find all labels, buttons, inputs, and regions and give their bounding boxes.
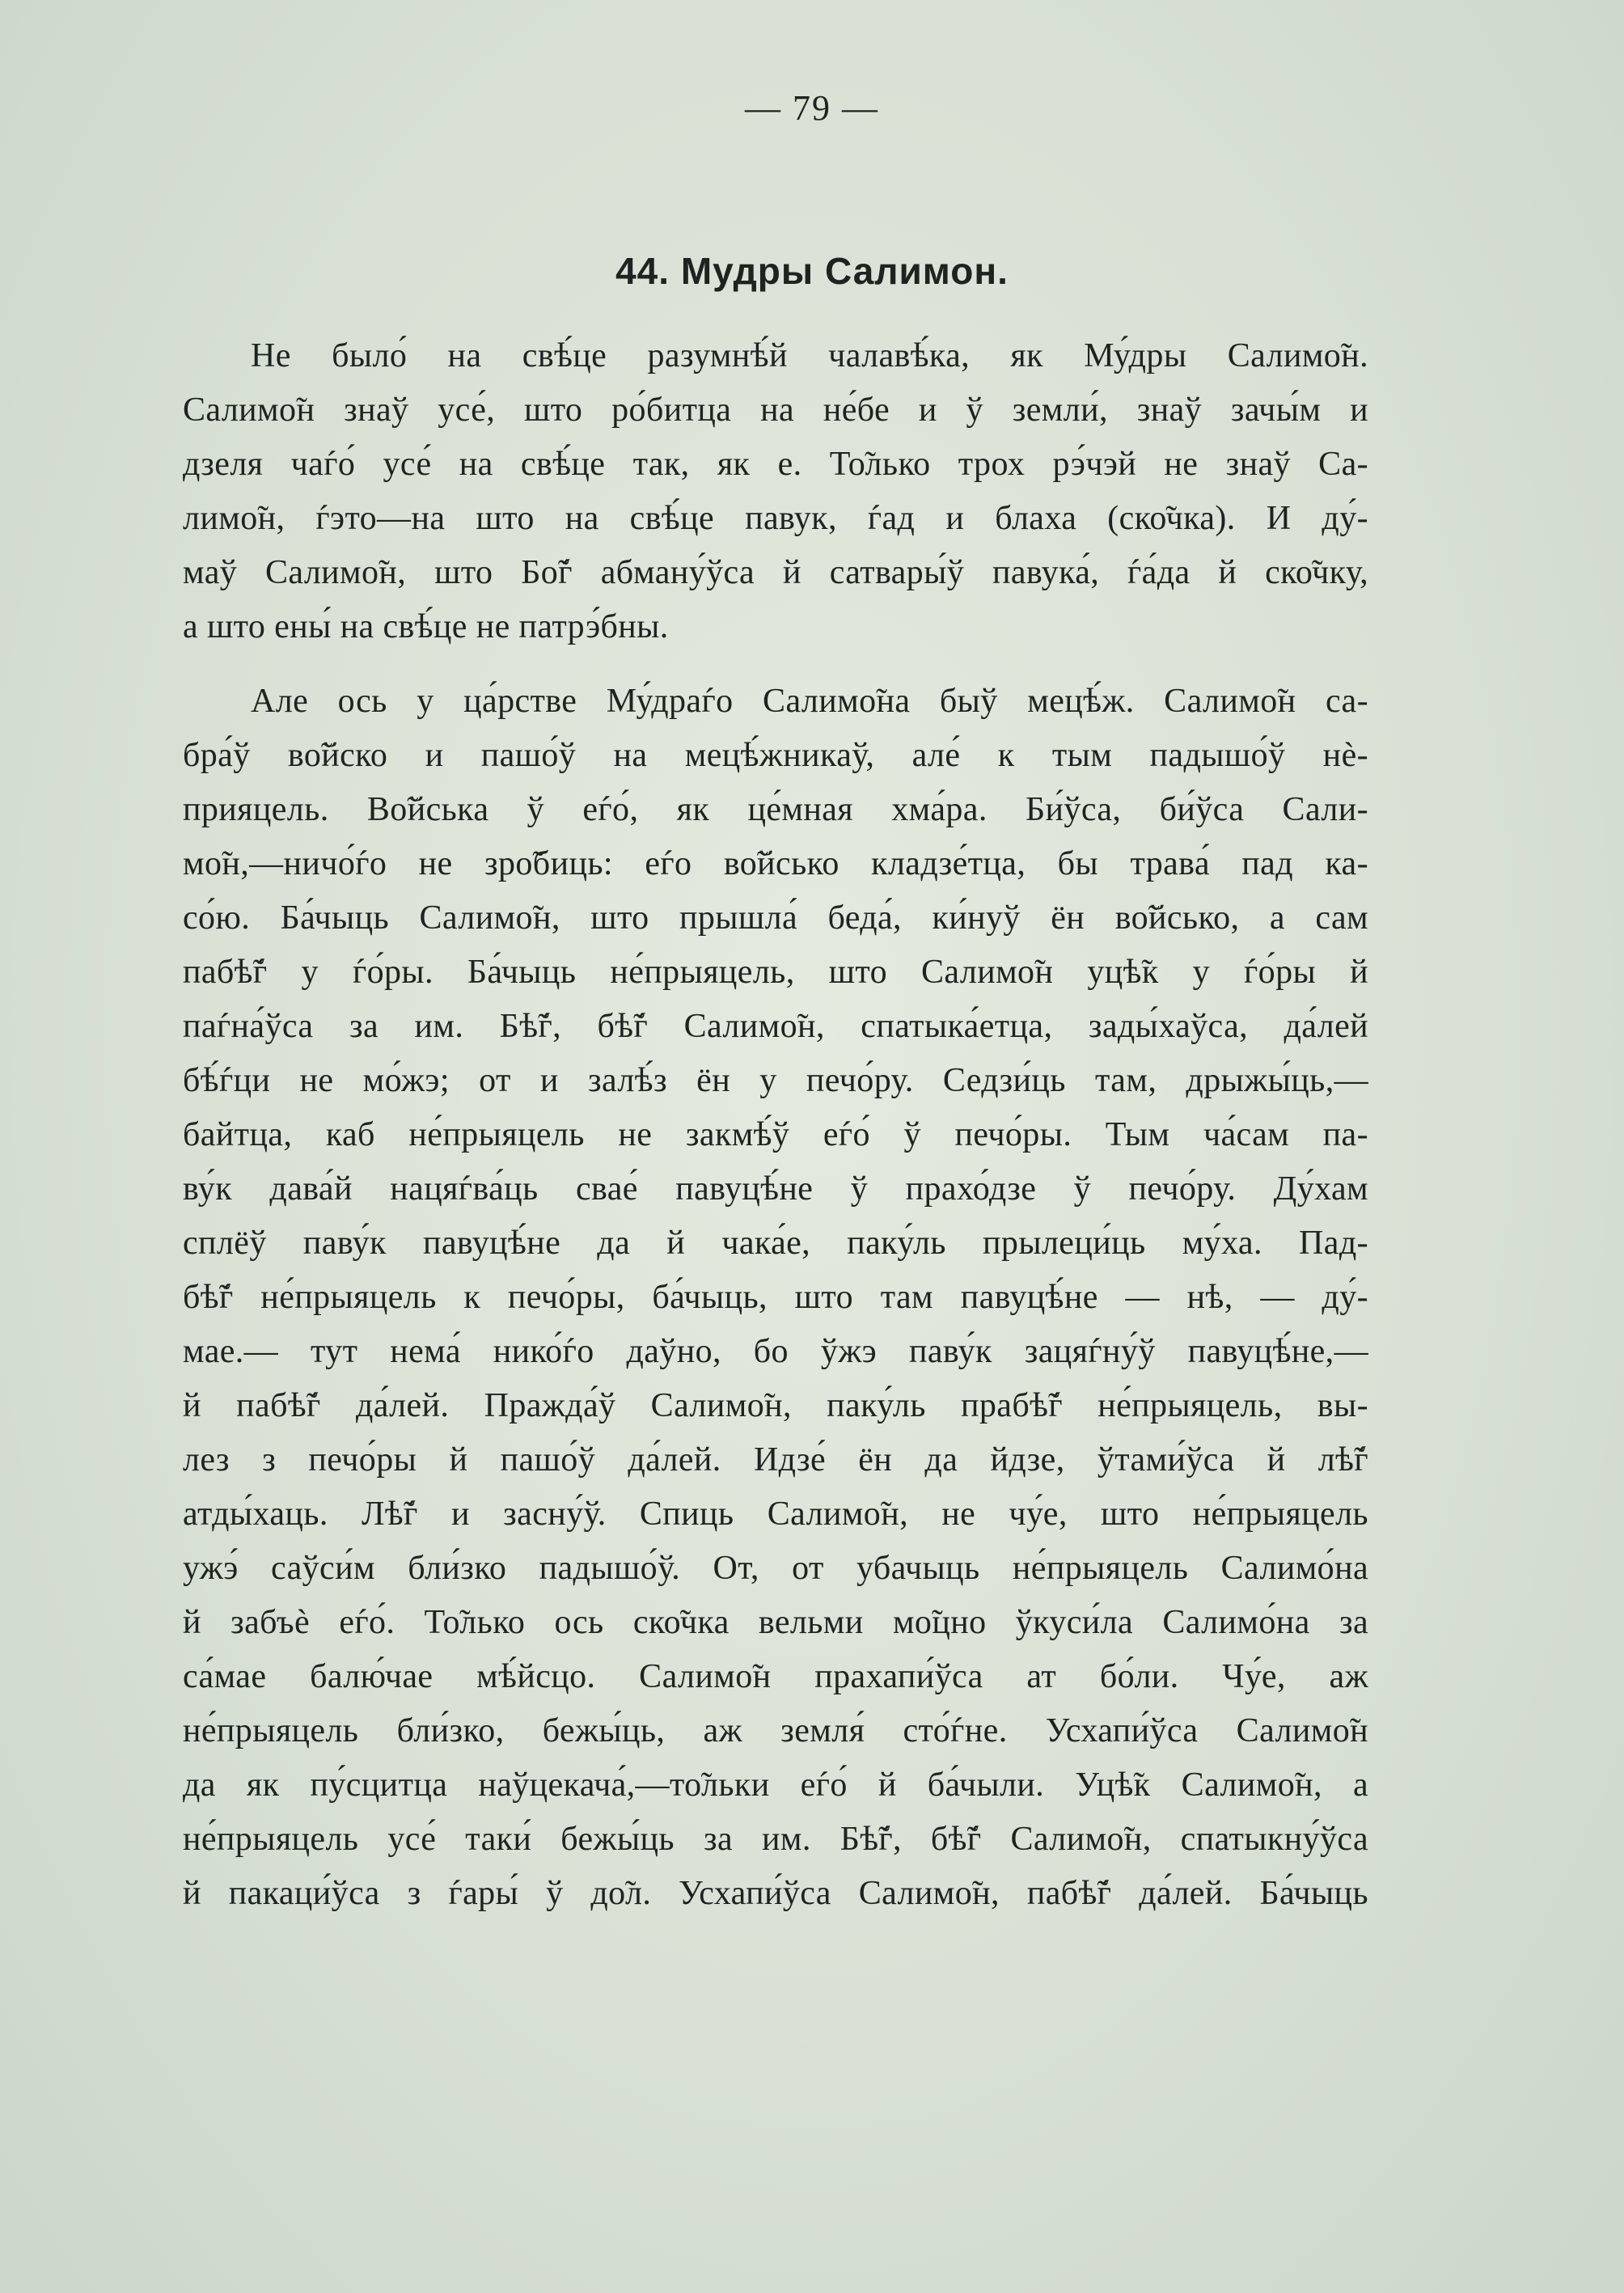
text-line: ужэ́ саўси́м бли́зко падышо́ў. От, от убачыць не́прыяцель Салимо́на — [183, 1550, 1368, 1587]
text-line: мо̃н,—ничо́ѓо не зро̃биць: еѓо во̃йсько кладзе́тца, бы трава́ пад ка- — [183, 845, 1368, 882]
text-line: маў Салимо̃н, што Бо̃ѓ абману́ўса й сатвары́ў павука́, ѓа́да й ско̃чку, — [183, 554, 1368, 591]
text-line: сплёў паву́к павуцѣ́не да й чака́е, паку́ль прылеци́ць му́ха. Пад- — [183, 1225, 1368, 1262]
text-line: со́ю. Ба́чыць Салимо̃н, што прышла́ беда́, ки́нуў ён во̃йсько, а сам — [183, 899, 1368, 937]
text-line: й забъѐ еѓо́. То̃лько ось ско̃чка вельми мо̃цно ўкуси́ла Салимо́на за — [183, 1604, 1368, 1641]
text-line: бѣ́ѓци не мо́жэ; от и залѣ́з ён у печо́ру. Седзи́ць там, дрыжы́ць,— — [183, 1062, 1368, 1099]
text-line: байтца, каб не́прыяцель не закмѣ́ў еѓо́ ў печо́ры. Тым ча́сам па- — [183, 1116, 1368, 1153]
text-line: паѓна́ўса за им. Бѣ̃ѓ, бѣ̃ѓ Салимо̃н, спатыка́етца, зады́хаўса, да́лей — [183, 1008, 1368, 1045]
paragraph-2 — [183, 675, 1368, 1921]
text-line: бра́ў во̃йско и пашо́ў на мецѣ́жникаў, але́ к тым падышо́ў нѐ- — [183, 737, 1368, 774]
story-title: 44. Мудры Салимон. — [615, 250, 1009, 292]
text-line: ву́к дава́й нацяѓва́ць свае́ павуцѣ́не ў прахо́дзе ў печо́ру. Ду́хам — [183, 1170, 1368, 1208]
paragraph-1 — [183, 329, 1368, 654]
text-line: прияцель. Во̃йська ў еѓо́, як це́мная хма́ра. Би́ўса, би́ўса Сали- — [183, 791, 1368, 828]
text-line: й пакаци́ўса з ѓары́ ў до̃л. Усхапи́ўса Салимо̃н, пабѣ̃ѓ да́лей. Ба́чыць — [183, 1875, 1368, 1912]
text-line: Не было́ на свѣ́це разумнѣ́й чалавѣ́ка, як Му́дры Салимо̃н. — [251, 337, 1368, 374]
text-line: пабѣ̃ѓ у ѓо́ры. Ба́чыць не́прыяцель, што Салимо̃н уцѣ̃к у ѓо́ры й — [183, 954, 1368, 991]
text-line: Салимо̃н знаў усе́, што ро́битца на не́бе и ў земли́, знаў зачы́м и — [183, 391, 1368, 429]
text-line: да як пу́сцитца наўцекача́,—то̃льки еѓо́ й ба́чыли. Уцѣ̃к Салимо̃н, а — [183, 1766, 1368, 1804]
text-line: Але ось у ца́рстве Му́драѓо Салимо̃на быў мецѣ́ж. Салимо̃н са- — [251, 683, 1368, 720]
text-line: й пабѣ̃ѓ да́лей. Пражда́ў Салимо̃н, паку́ль прабѣ̃ѓ не́прыяцель, вы- — [183, 1387, 1368, 1424]
page-number: — 79 — — [745, 88, 879, 128]
text-line: не́прыяцель бли́зко, бежы́ць, аж земля́ сто́ѓне. Усхапи́ўса Салимо̃н — [183, 1712, 1368, 1749]
text-line: атды́хаць. Лѣ̃ѓ и засну́ў. Спиць Салимо̃н, не чу́е, што не́прыяцель — [183, 1496, 1368, 1533]
text-line: са́мае балю́чае мѣ́йсцо. Салимо̃н прахапи́ўса ат бо́ли. Чу́е, аж — [183, 1658, 1368, 1695]
text-line: а што ены́ на свѣ́це не патрэ́бны. — [183, 608, 669, 645]
text-line: лез з печо́ры й пашо́ў да́лей. Идзе́ ён да йдзе, ўтами́ўса й лѣ̃ѓ — [183, 1441, 1368, 1479]
text-line: дзеля чаѓо́ усе́ на свѣ́це так, як е. То̃лько трох рэ́чэй не знаў Са- — [183, 446, 1368, 483]
text-line: лимо̃н, ѓэто—на што на свѣ́це павук, ѓад и блаха (ско̃чка). И ду́- — [183, 500, 1368, 537]
text-line: бѣ̃ѓ не́прыяцель к печо́ры, ба́чыць, што там павуцѣ́не — нѣ, — ду́- — [183, 1279, 1368, 1316]
text-line: мае.— тут нема́ нико́ѓо даўно, бо ўжэ паву́к зацяѓну́ў павуцѣ́не,— — [183, 1333, 1368, 1370]
text-line: не́прыяцель усе́ таки́ бежы́ць за им. Бѣ̃ѓ, бѣ̃ѓ Салимо̃н, спатыкну́ўса — [183, 1821, 1368, 1858]
